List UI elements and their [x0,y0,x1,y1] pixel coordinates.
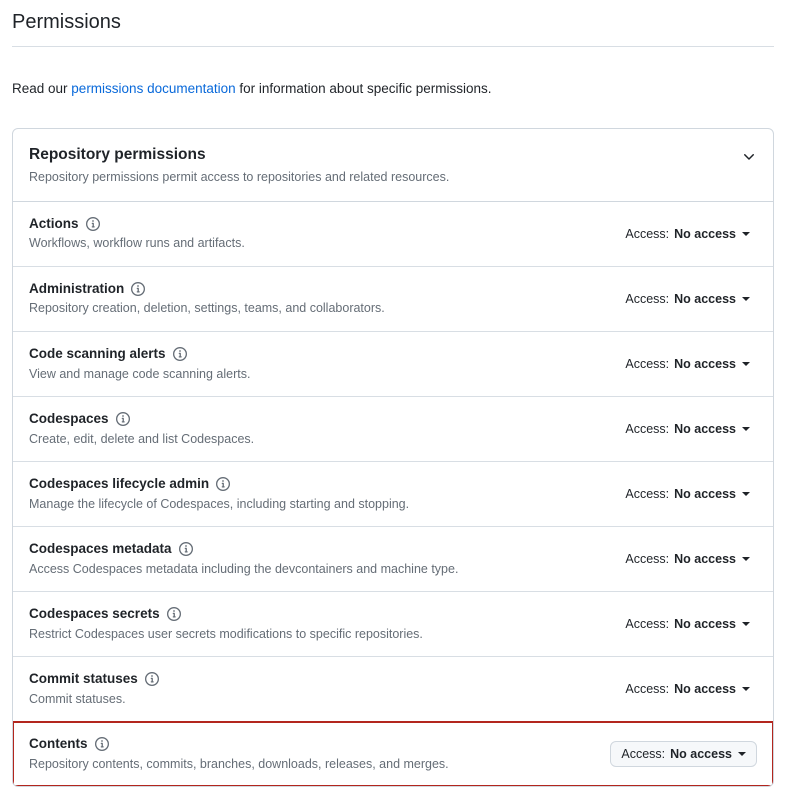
permission-info [29,345,250,383]
permission-name: Actions [29,215,79,231]
access-label: Access: [625,682,670,697]
access-label: Access: [625,357,670,371]
permission-name: Contents [29,736,88,752]
access-dropdown[interactable] [618,352,757,376]
access-value: No access [674,617,736,632]
permission-name: Administration [29,280,125,296]
permission-row [13,267,773,332]
permission-description: Create, edit, delete and list Codespaces. [29,431,255,446]
permission-name: Codespaces lifecycle admin [29,476,210,492]
permission-name: Commit statuses [29,671,138,687]
panel-subheading: Repository permissions permit access to repositories and related resources. [29,170,450,185]
access-label: Access: [625,487,670,502]
permission-name-row [29,670,159,688]
access-dropdown[interactable] [618,417,757,441]
access-dropdown[interactable] [618,547,757,571]
access-value: No access [670,747,732,762]
permission-name: Codespaces metadata [29,541,172,557]
permission-access-cell [618,287,757,311]
chevron-down-icon[interactable] [742,297,750,301]
access-value: No access [674,357,736,371]
access-label: Access: [625,617,670,632]
permission-description: View and manage code scanning alerts. [29,366,251,381]
repository-permissions-panel [12,128,774,787]
permission-access-cell [618,547,757,571]
permission-info [29,735,449,773]
info-icon[interactable] [116,412,130,426]
access-dropdown[interactable] [610,741,757,767]
permission-access-cell [618,352,757,376]
intro-prefix: Read our [12,80,72,96]
permissions-documentation-link[interactable]: permissions documentation [71,80,236,96]
page-title: Permissions [12,11,121,33]
permissions-list [13,202,773,786]
permission-access-cell [618,612,757,636]
permission-name-row [29,605,423,623]
access-label: Access: [625,552,670,567]
access-value: No access [674,422,736,437]
panel-header-text [29,145,449,187]
access-dropdown[interactable] [618,612,757,636]
panel-header[interactable] [13,129,773,202]
permission-name-row [29,540,458,558]
chevron-down-icon[interactable] [742,687,750,691]
permission-access-cell [618,417,757,441]
info-icon[interactable] [173,347,187,361]
access-value: No access [674,552,736,567]
permission-access-cell [610,741,757,767]
permission-row [13,332,773,397]
chevron-down-icon[interactable] [741,149,757,165]
info-icon[interactable] [167,607,181,621]
permission-row [13,462,773,527]
permission-description: Workflows, workflow runs and artifacts. [29,236,245,251]
title-divider [12,46,774,47]
intro-text [12,61,774,115]
access-value: No access [674,291,736,306]
info-icon[interactable] [95,737,109,751]
access-dropdown[interactable] [618,222,757,246]
permission-row [13,592,773,657]
permission-name: Codespaces [29,411,109,427]
permission-info [29,540,458,578]
chevron-down-icon[interactable] [742,622,750,626]
permission-info [29,475,409,513]
permission-row [13,657,773,722]
permission-name: Code scanning alerts [29,345,166,361]
chevron-down-icon[interactable] [742,232,750,236]
permission-description: Access Codespaces metadata including the devcontainers and machine type. [29,561,459,576]
permission-row [13,397,773,462]
permission-row [13,527,773,592]
permission-row [13,202,773,267]
access-value: No access [674,226,736,241]
info-icon[interactable] [216,477,230,491]
permission-info [29,670,159,708]
info-icon[interactable] [86,217,100,231]
access-label: Access: [625,226,670,241]
info-icon[interactable] [131,282,145,296]
access-dropdown[interactable] [618,287,757,311]
permission-description: Manage the lifecycle of Codespaces, including starting and stopping. [29,496,410,511]
permission-row [13,722,773,786]
permission-name-row [29,345,250,363]
permission-access-cell [618,677,757,701]
access-dropdown[interactable] [618,482,757,506]
chevron-down-icon[interactable] [742,557,750,561]
access-label: Access: [625,291,670,306]
chevron-down-icon[interactable] [738,752,746,756]
info-icon[interactable] [145,672,159,686]
permission-description: Restrict Codespaces user secrets modifications to specific repositories. [29,626,423,641]
permission-access-cell [618,482,757,506]
permission-description: Repository contents, commits, branches, downloads, releases, and merges. [29,756,449,771]
permission-description: Commit statuses. [29,691,126,706]
chevron-down-icon[interactable] [742,427,750,431]
permission-info [29,410,254,448]
permission-info [29,605,423,643]
intro-suffix: for information about specific permissions. [235,80,492,96]
permission-description: Repository creation, deletion, settings, teams, and collaborators. [29,301,385,316]
access-label: Access: [621,747,666,762]
permission-name-row [29,410,254,428]
access-value: No access [674,487,736,502]
access-value: No access [674,682,736,697]
permission-name-row [29,280,385,298]
permission-name: Codespaces secrets [29,606,160,622]
access-dropdown[interactable] [618,677,757,701]
permission-access-cell [618,222,757,246]
access-label: Access: [625,422,670,437]
info-icon[interactable] [179,542,193,556]
permission-info [29,215,245,253]
permission-name-row [29,475,409,493]
chevron-down-icon[interactable] [742,492,750,496]
chevron-down-icon[interactable] [742,362,750,366]
panel-heading: Repository permissions [29,146,206,164]
permission-info [29,280,385,318]
permission-name-row [29,215,245,233]
permission-name-row [29,735,449,753]
